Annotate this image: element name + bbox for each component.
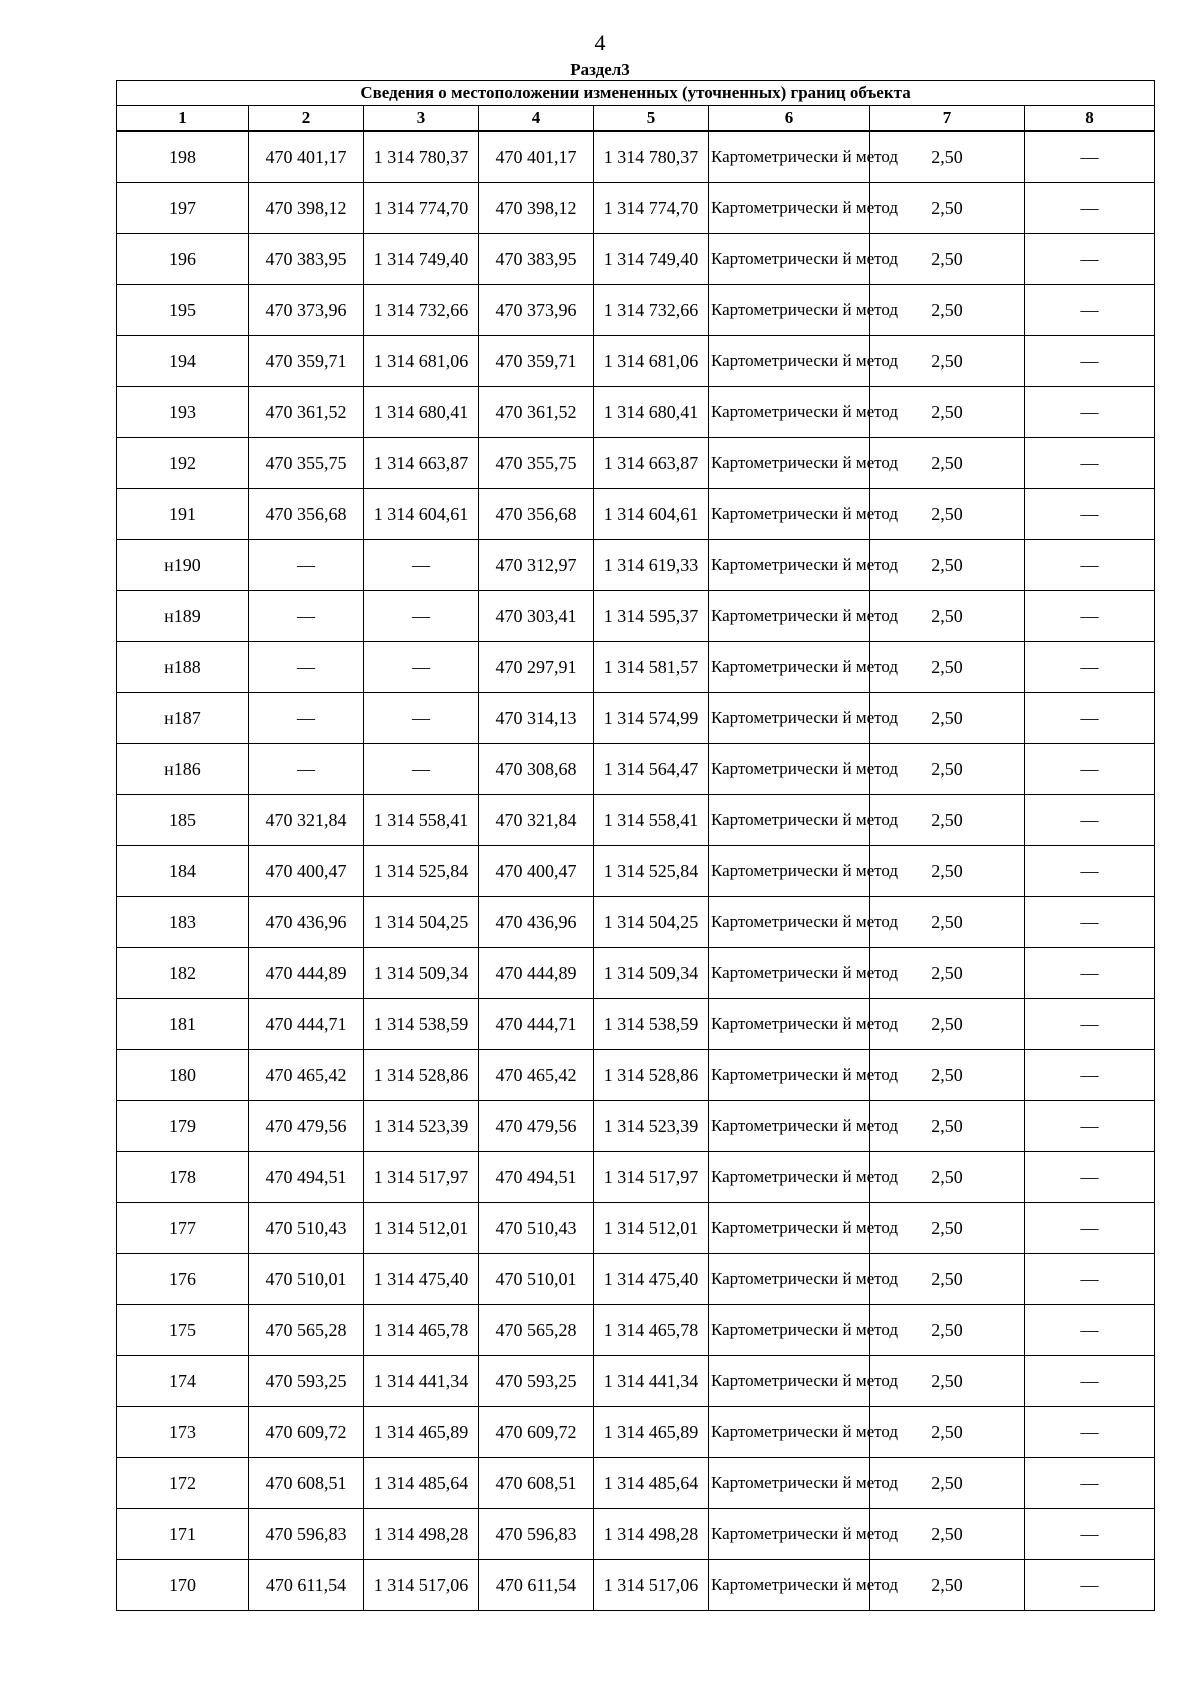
- description-cell: —: [1025, 1101, 1155, 1152]
- x-new-cell: 470 359,71: [479, 336, 594, 387]
- x-new-cell: 470 510,01: [479, 1254, 594, 1305]
- y-new-cell: 1 314 732,66: [594, 285, 709, 336]
- description-cell: —: [1025, 183, 1155, 234]
- x-old-cell: 470 596,83: [249, 1509, 364, 1560]
- y-old-cell: 1 314 774,70: [364, 183, 479, 234]
- point-number-cell: 194: [117, 336, 249, 387]
- description-cell: —: [1025, 1509, 1155, 1560]
- method-cell: Картометрически й метод: [709, 846, 870, 897]
- x-new-cell: 470 611,54: [479, 1560, 594, 1611]
- accuracy-cell: 2,50: [870, 642, 1025, 693]
- x-new-cell: 470 308,68: [479, 744, 594, 795]
- table-row: [117, 1050, 1155, 1101]
- y-old-cell: 1 314 681,06: [364, 336, 479, 387]
- description-cell: —: [1025, 1254, 1155, 1305]
- table-row: [117, 131, 1155, 183]
- accuracy-cell: 2,50: [870, 846, 1025, 897]
- y-new-cell: 1 314 558,41: [594, 795, 709, 846]
- y-old-cell: 1 314 663,87: [364, 438, 479, 489]
- description-cell: —: [1025, 131, 1155, 183]
- x-new-cell: 470 400,47: [479, 846, 594, 897]
- column-number-7: 7: [870, 106, 1025, 132]
- accuracy-cell: 2,50: [870, 1407, 1025, 1458]
- x-old-cell: —: [249, 693, 364, 744]
- method-cell: Картометрически й метод: [709, 1101, 870, 1152]
- x-new-cell: 470 608,51: [479, 1458, 594, 1509]
- y-old-cell: —: [364, 744, 479, 795]
- x-old-cell: 470 355,75: [249, 438, 364, 489]
- y-new-cell: 1 314 441,34: [594, 1356, 709, 1407]
- accuracy-cell: 2,50: [870, 1203, 1025, 1254]
- table-row: [117, 948, 1155, 999]
- column-number-8: 8: [1025, 106, 1155, 132]
- x-new-cell: 470 609,72: [479, 1407, 594, 1458]
- table-row: [117, 795, 1155, 846]
- table-row: [117, 897, 1155, 948]
- description-cell: —: [1025, 387, 1155, 438]
- x-old-cell: 470 444,71: [249, 999, 364, 1050]
- page-number: 4: [594, 30, 606, 55]
- table-row: [117, 387, 1155, 438]
- y-old-cell: —: [364, 693, 479, 744]
- x-new-cell: 470 361,52: [479, 387, 594, 438]
- y-old-cell: 1 314 504,25: [364, 897, 479, 948]
- table-row: [117, 1254, 1155, 1305]
- accuracy-cell: 2,50: [870, 540, 1025, 591]
- table-row: [117, 591, 1155, 642]
- y-old-cell: —: [364, 540, 479, 591]
- description-cell: —: [1025, 1356, 1155, 1407]
- method-cell: Картометрически й метод: [709, 540, 870, 591]
- description-cell: —: [1025, 744, 1155, 795]
- table-row: [117, 693, 1155, 744]
- section-label: Раздел3: [570, 60, 630, 79]
- y-new-cell: 1 314 595,37: [594, 591, 709, 642]
- point-number-cell: 183: [117, 897, 249, 948]
- description-cell: —: [1025, 591, 1155, 642]
- y-old-cell: 1 314 558,41: [364, 795, 479, 846]
- x-new-cell: 470 373,96: [479, 285, 594, 336]
- table-row: [117, 183, 1155, 234]
- x-new-cell: 470 401,17: [479, 131, 594, 183]
- description-cell: —: [1025, 1305, 1155, 1356]
- table-row: [117, 1356, 1155, 1407]
- point-number-cell: 176: [117, 1254, 249, 1305]
- point-number-cell: 195: [117, 285, 249, 336]
- point-number-cell: 197: [117, 183, 249, 234]
- point-number-cell: 193: [117, 387, 249, 438]
- description-cell: —: [1025, 1560, 1155, 1611]
- y-new-cell: 1 314 774,70: [594, 183, 709, 234]
- y-old-cell: —: [364, 591, 479, 642]
- column-number-6: 6: [709, 106, 870, 132]
- point-number-cell: 191: [117, 489, 249, 540]
- description-cell: —: [1025, 846, 1155, 897]
- point-number-cell: 173: [117, 1407, 249, 1458]
- table-caption: Сведения о местоположении измененных (уточненных) границ объекта: [117, 81, 1155, 106]
- y-old-cell: 1 314 465,78: [364, 1305, 479, 1356]
- y-old-cell: 1 314 465,89: [364, 1407, 479, 1458]
- table-row: [117, 489, 1155, 540]
- y-new-cell: 1 314 681,06: [594, 336, 709, 387]
- description-cell: —: [1025, 540, 1155, 591]
- x-old-cell: —: [249, 642, 364, 693]
- x-new-cell: 470 321,84: [479, 795, 594, 846]
- description-cell: —: [1025, 234, 1155, 285]
- method-cell: Картометрически й метод: [709, 744, 870, 795]
- x-new-cell: 470 444,89: [479, 948, 594, 999]
- method-cell: Картометрически й метод: [709, 693, 870, 744]
- method-cell: Картометрически й метод: [709, 1509, 870, 1560]
- method-cell: Картометрически й метод: [709, 795, 870, 846]
- x-old-cell: 470 400,47: [249, 846, 364, 897]
- table-row: [117, 1407, 1155, 1458]
- point-number-cell: 179: [117, 1101, 249, 1152]
- method-cell: Картометрически й метод: [709, 234, 870, 285]
- accuracy-cell: 2,50: [870, 999, 1025, 1050]
- x-old-cell: 470 494,51: [249, 1152, 364, 1203]
- description-cell: —: [1025, 489, 1155, 540]
- point-number-cell: 184: [117, 846, 249, 897]
- y-new-cell: 1 314 509,34: [594, 948, 709, 999]
- accuracy-cell: 2,50: [870, 1458, 1025, 1509]
- x-old-cell: 470 465,42: [249, 1050, 364, 1101]
- method-cell: Картометрически й метод: [709, 1407, 870, 1458]
- column-number-4: 4: [479, 106, 594, 132]
- point-number-cell: 178: [117, 1152, 249, 1203]
- point-number-cell: 174: [117, 1356, 249, 1407]
- accuracy-cell: 2,50: [870, 693, 1025, 744]
- method-cell: Картометрически й метод: [709, 1050, 870, 1101]
- x-new-cell: 470 297,91: [479, 642, 594, 693]
- accuracy-cell: 2,50: [870, 1356, 1025, 1407]
- y-old-cell: 1 314 441,34: [364, 1356, 479, 1407]
- method-cell: Картометрически й метод: [709, 948, 870, 999]
- accuracy-cell: 2,50: [870, 1050, 1025, 1101]
- y-new-cell: 1 314 749,40: [594, 234, 709, 285]
- method-cell: Картометрически й метод: [709, 387, 870, 438]
- x-new-cell: 470 314,13: [479, 693, 594, 744]
- description-cell: —: [1025, 1458, 1155, 1509]
- y-new-cell: 1 314 523,39: [594, 1101, 709, 1152]
- point-number-cell: н187: [117, 693, 249, 744]
- x-new-cell: 470 494,51: [479, 1152, 594, 1203]
- x-old-cell: 470 401,17: [249, 131, 364, 183]
- y-old-cell: 1 314 680,41: [364, 387, 479, 438]
- point-number-cell: 180: [117, 1050, 249, 1101]
- y-new-cell: 1 314 517,97: [594, 1152, 709, 1203]
- x-old-cell: 470 608,51: [249, 1458, 364, 1509]
- accuracy-cell: 2,50: [870, 1509, 1025, 1560]
- table-row: [117, 846, 1155, 897]
- accuracy-cell: 2,50: [870, 1101, 1025, 1152]
- y-new-cell: 1 314 465,78: [594, 1305, 709, 1356]
- x-old-cell: 470 398,12: [249, 183, 364, 234]
- table-row: [117, 1458, 1155, 1509]
- description-cell: —: [1025, 642, 1155, 693]
- method-cell: Картометрически й метод: [709, 285, 870, 336]
- method-cell: Картометрически й метод: [709, 438, 870, 489]
- y-old-cell: 1 314 528,86: [364, 1050, 479, 1101]
- point-number-cell: 182: [117, 948, 249, 999]
- table-row: [117, 744, 1155, 795]
- method-cell: Картометрически й метод: [709, 591, 870, 642]
- accuracy-cell: 2,50: [870, 489, 1025, 540]
- table-caption-row: [117, 81, 1155, 106]
- table-row: [117, 1509, 1155, 1560]
- y-new-cell: 1 314 619,33: [594, 540, 709, 591]
- point-number-cell: 185: [117, 795, 249, 846]
- x-new-cell: 470 444,71: [479, 999, 594, 1050]
- y-old-cell: 1 314 485,64: [364, 1458, 479, 1509]
- method-cell: Картометрически й метод: [709, 642, 870, 693]
- point-number-cell: 172: [117, 1458, 249, 1509]
- x-new-cell: 470 303,41: [479, 591, 594, 642]
- x-new-cell: 470 565,28: [479, 1305, 594, 1356]
- y-old-cell: 1 314 498,28: [364, 1509, 479, 1560]
- x-old-cell: 470 361,52: [249, 387, 364, 438]
- x-old-cell: 470 611,54: [249, 1560, 364, 1611]
- description-cell: —: [1025, 693, 1155, 744]
- accuracy-cell: 2,50: [870, 744, 1025, 795]
- y-new-cell: 1 314 604,61: [594, 489, 709, 540]
- x-new-cell: 470 383,95: [479, 234, 594, 285]
- x-old-cell: —: [249, 540, 364, 591]
- accuracy-cell: 2,50: [870, 183, 1025, 234]
- method-cell: Картометрически й метод: [709, 1560, 870, 1611]
- y-old-cell: 1 314 604,61: [364, 489, 479, 540]
- description-cell: —: [1025, 795, 1155, 846]
- y-new-cell: 1 314 512,01: [594, 1203, 709, 1254]
- accuracy-cell: 2,50: [870, 131, 1025, 183]
- y-new-cell: 1 314 475,40: [594, 1254, 709, 1305]
- x-old-cell: 470 565,28: [249, 1305, 364, 1356]
- table-row: [117, 642, 1155, 693]
- point-number-cell: 171: [117, 1509, 249, 1560]
- x-new-cell: 470 312,97: [479, 540, 594, 591]
- x-new-cell: 470 465,42: [479, 1050, 594, 1101]
- method-cell: Картометрически й метод: [709, 131, 870, 183]
- x-old-cell: 470 510,01: [249, 1254, 364, 1305]
- x-new-cell: 470 436,96: [479, 897, 594, 948]
- method-cell: Картометрически й метод: [709, 489, 870, 540]
- y-new-cell: 1 314 504,25: [594, 897, 709, 948]
- x-new-cell: 470 398,12: [479, 183, 594, 234]
- accuracy-cell: 2,50: [870, 234, 1025, 285]
- accuracy-cell: 2,50: [870, 285, 1025, 336]
- x-old-cell: 470 479,56: [249, 1101, 364, 1152]
- table-row: [117, 234, 1155, 285]
- accuracy-cell: 2,50: [870, 897, 1025, 948]
- accuracy-cell: 2,50: [870, 1152, 1025, 1203]
- x-old-cell: 470 444,89: [249, 948, 364, 999]
- y-new-cell: 1 314 680,41: [594, 387, 709, 438]
- table-row: [117, 540, 1155, 591]
- accuracy-cell: 2,50: [870, 1254, 1025, 1305]
- y-new-cell: 1 314 465,89: [594, 1407, 709, 1458]
- table-row: [117, 438, 1155, 489]
- y-old-cell: 1 314 780,37: [364, 131, 479, 183]
- accuracy-cell: 2,50: [870, 336, 1025, 387]
- x-old-cell: 470 383,95: [249, 234, 364, 285]
- point-number-cell: 196: [117, 234, 249, 285]
- method-cell: Картометрически й метод: [709, 999, 870, 1050]
- point-number-cell: 198: [117, 131, 249, 183]
- x-old-cell: —: [249, 591, 364, 642]
- y-old-cell: 1 314 509,34: [364, 948, 479, 999]
- y-new-cell: 1 314 525,84: [594, 846, 709, 897]
- y-new-cell: 1 314 663,87: [594, 438, 709, 489]
- x-new-cell: 470 510,43: [479, 1203, 594, 1254]
- y-old-cell: 1 314 475,40: [364, 1254, 479, 1305]
- description-cell: —: [1025, 999, 1155, 1050]
- column-number-1: 1: [117, 106, 249, 132]
- table-row: [117, 1203, 1155, 1254]
- y-new-cell: 1 314 574,99: [594, 693, 709, 744]
- y-old-cell: 1 314 538,59: [364, 999, 479, 1050]
- x-old-cell: —: [249, 744, 364, 795]
- description-cell: —: [1025, 336, 1155, 387]
- point-number-cell: н188: [117, 642, 249, 693]
- method-cell: Картометрически й метод: [709, 1152, 870, 1203]
- accuracy-cell: 2,50: [870, 591, 1025, 642]
- y-new-cell: 1 314 780,37: [594, 131, 709, 183]
- x-old-cell: 470 373,96: [249, 285, 364, 336]
- y-new-cell: 1 314 485,64: [594, 1458, 709, 1509]
- point-number-cell: 175: [117, 1305, 249, 1356]
- x-old-cell: 470 359,71: [249, 336, 364, 387]
- table-row: [117, 1560, 1155, 1611]
- point-number-cell: н186: [117, 744, 249, 795]
- y-old-cell: 1 314 512,01: [364, 1203, 479, 1254]
- x-old-cell: 470 321,84: [249, 795, 364, 846]
- description-cell: —: [1025, 897, 1155, 948]
- y-old-cell: 1 314 749,40: [364, 234, 479, 285]
- y-old-cell: 1 314 517,97: [364, 1152, 479, 1203]
- description-cell: —: [1025, 1050, 1155, 1101]
- accuracy-cell: 2,50: [870, 948, 1025, 999]
- description-cell: —: [1025, 285, 1155, 336]
- method-cell: Картометрически й метод: [709, 1458, 870, 1509]
- x-new-cell: 470 479,56: [479, 1101, 594, 1152]
- point-number-cell: н190: [117, 540, 249, 591]
- description-cell: —: [1025, 948, 1155, 999]
- accuracy-cell: 2,50: [870, 1560, 1025, 1611]
- x-new-cell: 470 356,68: [479, 489, 594, 540]
- x-old-cell: 470 436,96: [249, 897, 364, 948]
- x-new-cell: 470 355,75: [479, 438, 594, 489]
- y-old-cell: 1 314 525,84: [364, 846, 479, 897]
- column-number-3: 3: [364, 106, 479, 132]
- y-new-cell: 1 314 498,28: [594, 1509, 709, 1560]
- description-cell: —: [1025, 1152, 1155, 1203]
- accuracy-cell: 2,50: [870, 438, 1025, 489]
- method-cell: Картометрически й метод: [709, 897, 870, 948]
- table-row: [117, 1101, 1155, 1152]
- x-old-cell: 470 510,43: [249, 1203, 364, 1254]
- column-number-5: 5: [594, 106, 709, 132]
- table-row: [117, 999, 1155, 1050]
- table-body: [117, 131, 1155, 1611]
- y-new-cell: 1 314 564,47: [594, 744, 709, 795]
- accuracy-cell: 2,50: [870, 1305, 1025, 1356]
- x-old-cell: 470 609,72: [249, 1407, 364, 1458]
- x-new-cell: 470 596,83: [479, 1509, 594, 1560]
- x-old-cell: 470 356,68: [249, 489, 364, 540]
- point-number-cell: 170: [117, 1560, 249, 1611]
- table-row: [117, 285, 1155, 336]
- y-new-cell: 1 314 517,06: [594, 1560, 709, 1611]
- table-row: [117, 336, 1155, 387]
- description-cell: —: [1025, 438, 1155, 489]
- description-cell: —: [1025, 1407, 1155, 1458]
- method-cell: Картометрически й метод: [709, 336, 870, 387]
- y-old-cell: —: [364, 642, 479, 693]
- point-number-cell: 192: [117, 438, 249, 489]
- y-old-cell: 1 314 517,06: [364, 1560, 479, 1611]
- method-cell: Картометрически й метод: [709, 1356, 870, 1407]
- method-cell: Картометрически й метод: [709, 1305, 870, 1356]
- method-cell: Картометрически й метод: [709, 1254, 870, 1305]
- boundary-coordinates-table: [116, 80, 1155, 1611]
- table-row: [117, 1305, 1155, 1356]
- x-new-cell: 470 593,25: [479, 1356, 594, 1407]
- y-new-cell: 1 314 528,86: [594, 1050, 709, 1101]
- method-cell: Картометрически й метод: [709, 1203, 870, 1254]
- x-old-cell: 470 593,25: [249, 1356, 364, 1407]
- y-old-cell: 1 314 732,66: [364, 285, 479, 336]
- table-row: [117, 1152, 1155, 1203]
- accuracy-cell: 2,50: [870, 387, 1025, 438]
- column-number-row: [117, 106, 1155, 132]
- accuracy-cell: 2,50: [870, 795, 1025, 846]
- point-number-cell: 181: [117, 999, 249, 1050]
- point-number-cell: 177: [117, 1203, 249, 1254]
- point-number-cell: н189: [117, 591, 249, 642]
- y-new-cell: 1 314 581,57: [594, 642, 709, 693]
- description-cell: —: [1025, 1203, 1155, 1254]
- y-new-cell: 1 314 538,59: [594, 999, 709, 1050]
- method-cell: Картометрически й метод: [709, 183, 870, 234]
- column-number-2: 2: [249, 106, 364, 132]
- y-old-cell: 1 314 523,39: [364, 1101, 479, 1152]
